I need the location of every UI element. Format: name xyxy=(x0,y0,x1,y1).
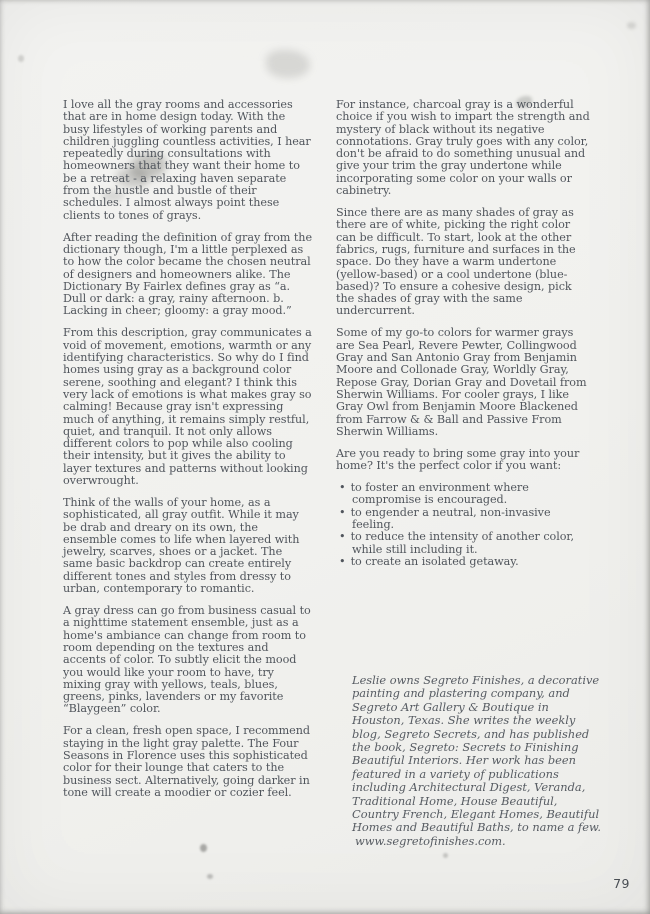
list-item-text: to foster an environment where compromise is encouraged. xyxy=(350,481,529,507)
paragraph-light-palette: For a clean, fresh open space, I recommend staying in the light gray palette. The Four Seasons in Florence uses this sophisticated color for their lounge that caters to the business sect. Alternatively, going darker in tone will create a moodier or cozier feel. xyxy=(63,724,310,799)
paragraph-goto-colors: Some of my go-to colors for warmer grays are Sea Pearl, Revere Pewter, Collingwood Gray and San Antonio Gray from Benjamin Moore and Collonade Gray, Worldly Gray, Repose Gray, Dorian Gray and Dovetail from Sherwin Williams. For cooler grays, I like Gray Owl from Benjamin Moore Blackened from Farrow & & Ball and Passive From Sherwin Williams. xyxy=(336,326,587,438)
paragraph-ready: Are you ready to bring some gray into your home? It's the perfect color if you want: xyxy=(336,446,580,473)
speck xyxy=(18,55,24,62)
speck xyxy=(443,853,448,858)
article-right-column xyxy=(336,99,593,568)
list-item xyxy=(339,531,593,556)
paragraph-description: From this description, gray communicates a void of movement, emotions, warmth or any identifying characteristics. So why do I find homes using gray as a background color serene, soothing and elegant? I think this very lack of emotions is what makes gray so calming! Because gray isn't expressing much of anything, it remains simply restful, quiet, and tranquil. It not only allows different colors to pop while also cooling their intensity, but it gives the ability to layer textures and patterns without looking overwrought. xyxy=(63,326,312,487)
bullet-icon: • xyxy=(339,481,346,495)
speck xyxy=(207,874,213,879)
list-item-text: to engender a neutral, non-invasive feeling. xyxy=(350,505,551,531)
smudge-stain xyxy=(266,50,310,78)
list-item xyxy=(339,507,593,532)
author-bio xyxy=(352,674,604,848)
list-item xyxy=(339,482,593,507)
article-left-column xyxy=(63,99,313,809)
speck xyxy=(627,22,636,29)
bullet-icon: • xyxy=(339,554,346,568)
paragraph-intro: I love all the gray rooms and accessories that are in home design today. With the busy lifestyles of working parents and children juggling countless activities, I hear repeatedly during consultations with homeowners that they want their home to be a retreat - a relaxing haven separate from the hustle and bustle of their schedules. I almost always point these clients to tones of grays. xyxy=(63,98,311,222)
list-item xyxy=(339,556,593,568)
paragraph-definition: After reading the definition of gray from the dictionary though, I'm a little perplexed as to how the color became the chosen neutral of designers and homeowners alike. The Dictionary By Fairlex defines gray as “a. Dull or dark: a gray, rainy afternoon. b. Lacking in cheer; gloomy: a gray mood.” xyxy=(63,230,313,318)
paragraph-gray-dress: A gray dress can go from business casual to a nighttime statement ensemble, just as a home's ambiance can change from room to room depending on the textures and accents of color. To subtly elicit the mood you would like your room to have, try mixing gray with yellows, teals, blues, greens, pinks, lavenders or my favorite “Blaygeen” color. xyxy=(63,604,311,716)
paragraph-shades: Since there are as many shades of gray as there are of white, picking the right color can be difficult. To start, look at the other fabrics, rugs, furniture and surfaces in the space. Do they have a warm undertone (yellow-based) or a cool undertone (blue-based)? To ensure a cohesive design, pick the shades of gray with the same undercurrent. xyxy=(336,206,576,318)
author-bio-text: Leslie owns Segreto Finishes, a decorative painting and plastering company, and Segreto Art Gallery & Boutique in Houston, Texas. She writes the weekly blog, Segreto Secrets, and has published the book, Segreto: Secrets to Finishing Beautiful Interiors. Her work has been featured in a variety of publications including Architectural Digest, Veranda, Traditional Home, House Beautiful, Country French, Elegant Homes, Beautiful Homes and Beautiful Baths, to name a few. xyxy=(352,673,602,835)
page-number: 79 xyxy=(613,876,630,891)
list-item-text: to reduce the intensity of another color, while still including it. xyxy=(350,530,575,556)
paragraph-charcoal: For instance, charcoal gray is a wonderful choice if you wish to impart the strength and mystery of black without its negative connotations. Gray truly goes with any color, don't be afraid to do something unusual and give your trim the gray undertone while incorporating some color on your walls or cabinetry. xyxy=(336,98,590,198)
paragraph-outfit: Think of the walls of your home, as a sophisticated, all gray outfit. While it may be drab and dreary on its own, the ensemble comes to life when layered with jewelry, scarves, shoes or a jacket. The same basic backdrop can create entirely different tones and styles from dressy to urban, contemporary to romantic. xyxy=(63,495,300,596)
list-item-text: to create an isolated getaway. xyxy=(350,554,519,568)
author-website: www.segretofinishes.com. xyxy=(355,833,506,848)
bullet-icon: • xyxy=(339,530,346,544)
speck xyxy=(200,844,207,852)
benefits-list xyxy=(336,482,593,568)
bullet-icon: • xyxy=(339,505,346,519)
